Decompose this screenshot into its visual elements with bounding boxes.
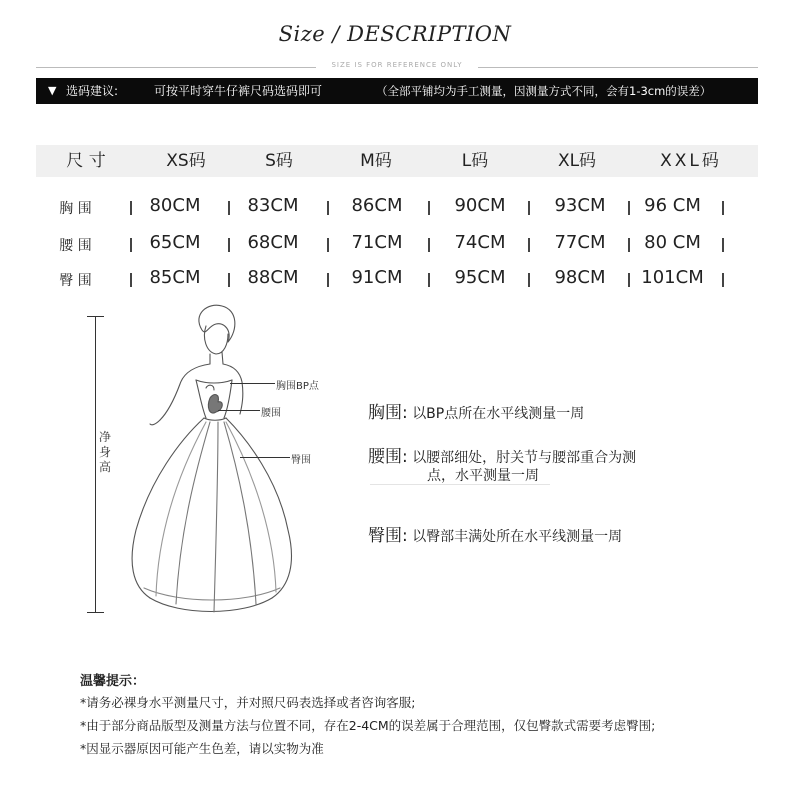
- subtitle-row: [36, 61, 758, 73]
- banner-note: （全部平铺均为手工测量，因测量方式不同，会有1-3cm的误差）: [376, 84, 712, 98]
- size-advice-banner: [36, 78, 758, 104]
- callout-hip: 臀围: [291, 455, 311, 466]
- description-term: 臀围:: [368, 526, 408, 546]
- page-title: Size / DESCRIPTION: [278, 22, 512, 46]
- column-separator: [428, 238, 430, 252]
- callout-waist: 腰围: [261, 408, 281, 419]
- tip-item: *请务必裸身水平测量尺寸，并对照尺码表选择或者咨询客服;: [80, 695, 416, 710]
- table-cell: 74CM: [454, 232, 506, 253]
- table-cell: 93CM: [554, 195, 606, 216]
- description-bust: [368, 398, 584, 423]
- row-label: 腰 围: [59, 238, 92, 254]
- table-cell: 101CM: [641, 267, 704, 288]
- size-m: M码: [360, 151, 392, 171]
- size-xl: XL码: [557, 151, 597, 171]
- size-xs: XS码: [166, 151, 206, 171]
- table-cell: 68CM: [247, 232, 299, 253]
- column-separator: [528, 201, 530, 215]
- table-cell: 65CM: [149, 232, 201, 253]
- table-cell: 85CM: [149, 267, 201, 288]
- dimension-tick-bottom: [87, 612, 104, 613]
- table-cell: 80CM: [149, 195, 201, 216]
- column-separator: [327, 273, 329, 287]
- faint-divider: [370, 484, 550, 485]
- column-separator: [327, 238, 329, 252]
- table-cell: 77CM: [554, 232, 606, 253]
- column-separator: [428, 201, 430, 215]
- column-separator: [528, 273, 530, 287]
- size-s: S码: [265, 151, 293, 171]
- table-cell: 80 CM: [644, 232, 701, 253]
- callout-line-bust: [230, 383, 275, 384]
- size-table-header: [36, 145, 758, 177]
- table-cell: 86CM: [351, 195, 403, 216]
- tip-item: *因显示器原因可能产生色差，请以实物为准: [80, 741, 324, 756]
- description-text: 以腰部细处，肘关节与腰部重合为测: [412, 450, 637, 466]
- triangle-down-icon: ▼: [48, 84, 57, 97]
- table-cell: 90CM: [454, 195, 506, 216]
- description-term: 胸围:: [368, 403, 408, 423]
- table-cell: 98CM: [554, 267, 606, 288]
- column-separator: [327, 201, 329, 215]
- divider-right: [478, 67, 758, 68]
- column-separator: [528, 238, 530, 252]
- description-text: 以BP点所在水平线测量一周: [412, 406, 585, 422]
- callout-line-waist: [218, 410, 260, 411]
- table-cell: 96 CM: [644, 195, 701, 216]
- description-hip: [368, 521, 622, 546]
- height-label: 净身高: [98, 430, 111, 474]
- gown-sketch-illustration: [110, 300, 310, 630]
- header-label: 尺 寸: [66, 151, 106, 171]
- tips-title: 温馨提示：: [80, 674, 146, 689]
- row-label: 臀 围: [59, 273, 92, 289]
- size-xxl: XXL码: [660, 151, 722, 171]
- description-text: 以臀部丰满处所在水平线测量一周: [412, 529, 623, 545]
- table-cell: 83CM: [247, 195, 299, 216]
- table-cell: 91CM: [351, 267, 403, 288]
- size-l: L码: [461, 151, 489, 171]
- row-label: 胸 围: [59, 201, 92, 217]
- description-text-continued: 点，水平测量一周: [427, 468, 539, 484]
- callout-bust: 胸围BP点: [276, 381, 319, 392]
- column-separator: [722, 273, 724, 287]
- table-cell: 95CM: [454, 267, 506, 288]
- banner-label: 选码建议:: [66, 84, 119, 98]
- table-cell: 71CM: [351, 232, 403, 253]
- callout-line-hip: [240, 457, 290, 458]
- tip-item: *由于部分商品版型及测量方法与位置不同，存在2-4CM的误差属于合理范围，仅包臀款式需要考虑臀围;: [80, 718, 656, 733]
- column-separator: [722, 238, 724, 252]
- subtitle: SIZE IS FOR REFERENCE ONLY: [331, 61, 463, 69]
- banner-advice: 可按平时穿牛仔裤尺码选码即可: [154, 84, 323, 98]
- column-separator: [428, 273, 430, 287]
- description-term: 腰围:: [368, 447, 408, 467]
- height-dimension-line: [95, 316, 96, 612]
- table-cell: 88CM: [247, 267, 299, 288]
- description-waist: [368, 442, 636, 467]
- column-separator: [722, 201, 724, 215]
